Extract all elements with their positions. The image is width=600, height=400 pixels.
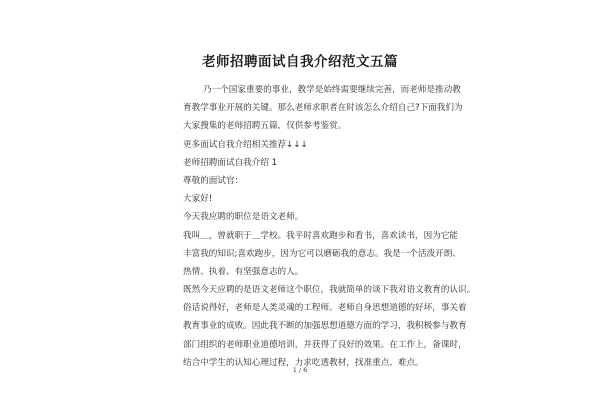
paragraph-line: 教育事业的成败。因此我不断的加强思想道德方面的学习，我积极参与教育	[183, 321, 467, 332]
paragraph-line: 乃一个国家重要的事业，教学是始终需要继续完善，而老师是推动教	[203, 85, 461, 95]
document-title: 老师招聘面试自我介绍范文五篇	[202, 54, 398, 70]
paragraph-line: 我叫＿，曾就职于＿学校。我平时喜欢跑步和看书，喜欢读书，因为它能	[183, 230, 459, 241]
paragraph-line: 热情、执着、有坚强意志的人。	[183, 266, 304, 277]
paragraph-line: 结合中学生的认知心理过程，力求吃透教材，找准重点、难点。	[183, 357, 424, 368]
paragraph-line: 部门组织的老师职业道德培训，并获得了良好的效果。在工作上，备课时，	[183, 339, 467, 350]
section-heading: 老师招聘面试自我介绍 1	[183, 157, 278, 168]
paragraph-line: 育教学事业开展的关键。那么老师求职者在时该怎么介绍自己?下面我们为	[183, 103, 463, 114]
greeting-line: 大家好!	[183, 194, 213, 205]
paragraph-line: 丰富我的知识;喜欢跑步，因为它可以磨砺我的意志。我是一个活泼开朗、	[183, 248, 461, 259]
paragraph-line: 大家搜集的老师招聘五篇，仅供参考鉴赏。	[183, 121, 347, 132]
document-body	[183, 81, 476, 372]
paragraph-line: 既然今天应聘的是语文老师这个职位，我就简单的谈下我对语文教育的认识。	[183, 285, 476, 296]
paragraph-line: 俗话说得好，老师是人类灵魂的工程师。老师自身思想道德的好坏，事关着	[183, 303, 467, 314]
salutation-line: 尊敬的面试官：	[183, 175, 244, 186]
paragraph-line: 今天我应聘的职位是语文老师。	[183, 212, 304, 223]
page-number: 1 / 6	[292, 366, 308, 374]
recommendation-line: 更多面试自我介绍相关推荐↓↓↓	[183, 139, 308, 150]
